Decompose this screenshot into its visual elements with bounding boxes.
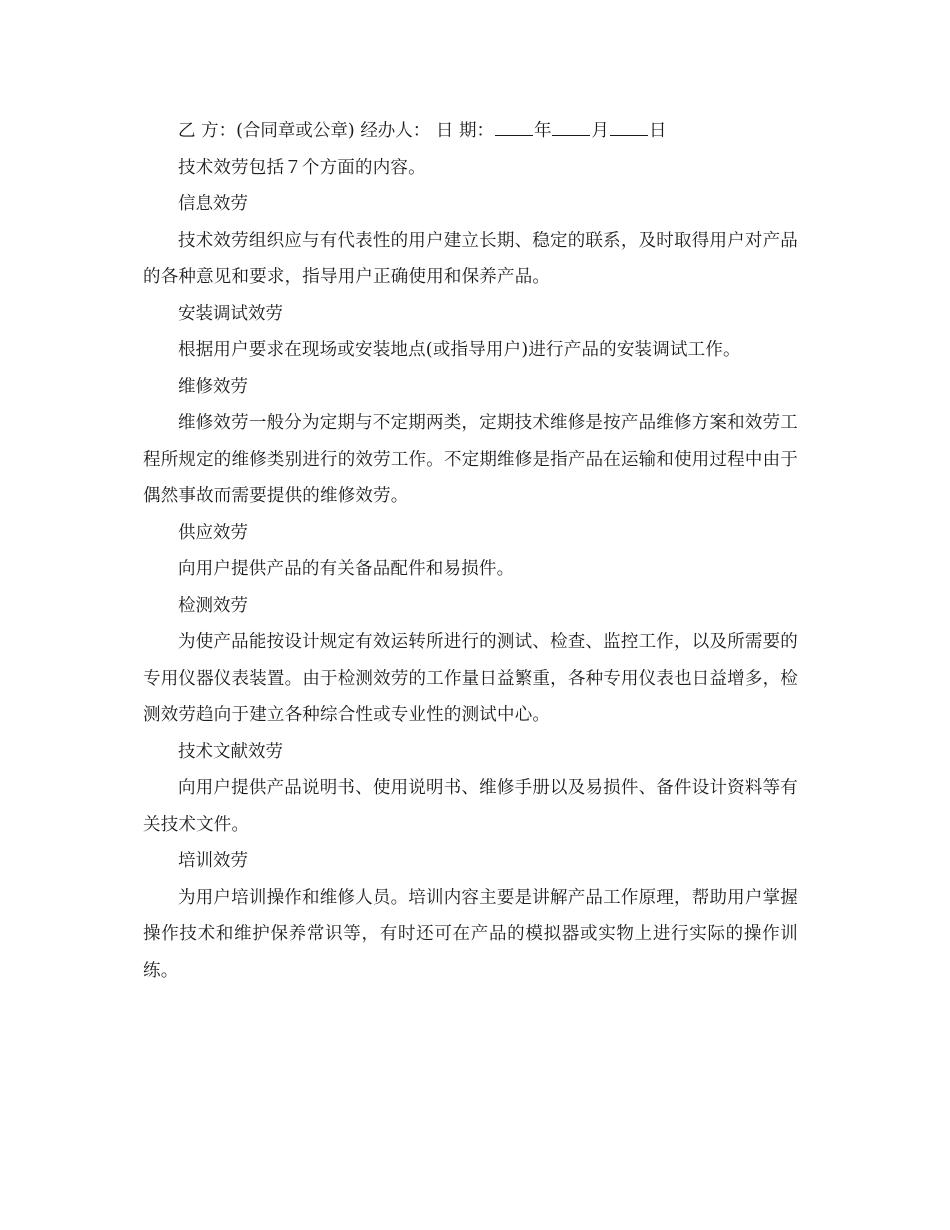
month-char: 月 bbox=[591, 121, 609, 141]
section-heading-maintenance: 维修效劳 bbox=[178, 376, 248, 397]
section-heading-testing: 检测效劳 bbox=[178, 595, 248, 616]
section-body-training: 为用户培训操作和维修人员。培训内容主要是讲解产品工作原理，帮助用户掌握操作技术和维护保养常识等，有时还可在产品的模拟器或实物上进行实际的操作训练。 bbox=[143, 887, 798, 981]
section-body-installation: 根据用户要求在现场或安装地点(或指导用户)进行产品的安装调试工作。 bbox=[178, 340, 741, 360]
year-blank bbox=[495, 117, 533, 136]
section-heading-supply: 供应效劳 bbox=[178, 522, 248, 543]
party-b-label: 乙 方： bbox=[178, 121, 237, 141]
section-heading-documentation: 技术文献效劳 bbox=[178, 741, 283, 762]
section-heading-information: 信息效劳 bbox=[178, 194, 248, 214]
agent-label: 经办人： bbox=[360, 121, 431, 141]
section-body-documentation: 向用户提供产品说明书、使用说明书、维修手册以及易损件、备件设计资料等有关技术文件。 bbox=[143, 778, 798, 835]
signature-line bbox=[143, 113, 798, 150]
section-heading-installation: 安装调试效劳 bbox=[178, 303, 283, 324]
seal-note: (合同章或公章) bbox=[236, 121, 355, 141]
month-blank bbox=[552, 117, 590, 136]
section-body-information: 技术效劳组织应与有代表性的用户建立长期、稳定的联系，及时取得用户对产品的各种意见和要求，指导用户正确使用和保养产品。 bbox=[143, 230, 798, 287]
year-char: 年 bbox=[533, 121, 552, 141]
date-label: 日 期： bbox=[435, 121, 494, 141]
section-heading-training: 培训效劳 bbox=[178, 851, 248, 871]
intro-paragraph: 技术效劳包括７个方面的内容。 bbox=[178, 157, 426, 178]
section-body-maintenance: 维修效劳一般分为定期与不定期两类，定期技术维修是按产品维修方案和效劳工程所规定的维修类别进行的效劳工作。不定期维修是指产品在运输和使用过程中由于偶然事故而需要提供的维修效劳。 bbox=[143, 413, 798, 506]
day-char: 日 bbox=[648, 121, 667, 141]
section-body-testing: 为使产品能按设计规定有效运转所进行的测试、检查、监控工作，以及所需要的专用仪器仪表装置。由于检测效劳的工作量日益繁重，各种专用仪表也日益增多，检测效劳趋向于建立各种综合性或专业性的测试中心。 bbox=[143, 632, 798, 725]
day-blank bbox=[610, 117, 648, 136]
section-body-supply: 向用户提供产品的有关备品配件和易损件。 bbox=[178, 559, 515, 579]
document-body bbox=[143, 113, 798, 989]
